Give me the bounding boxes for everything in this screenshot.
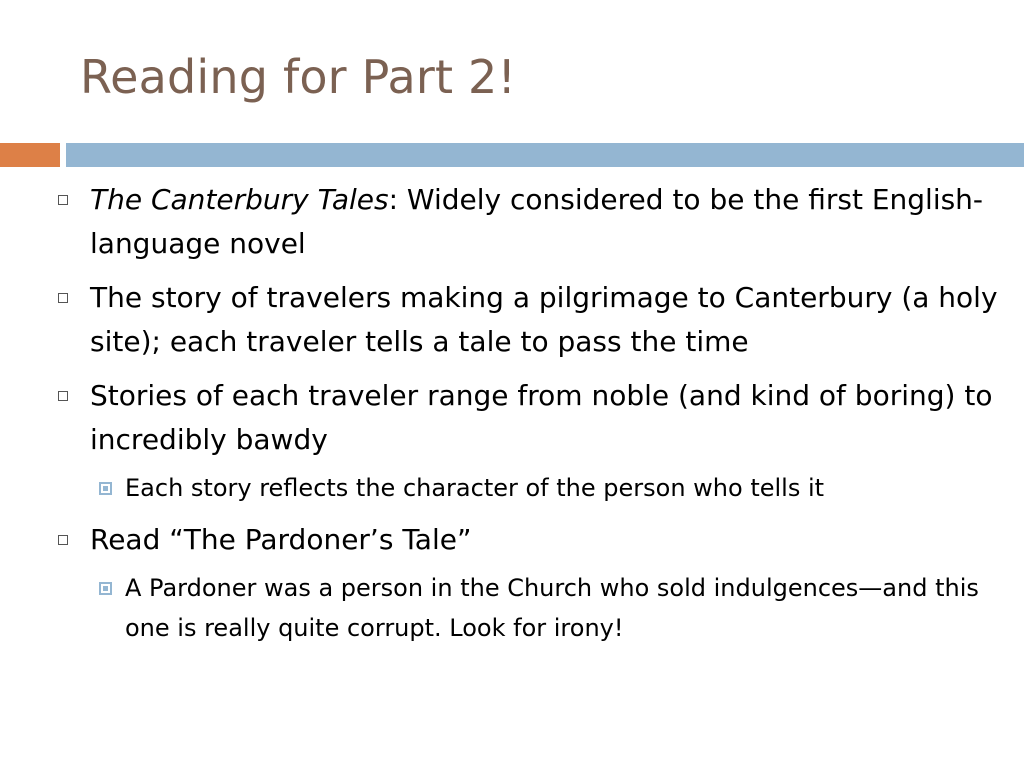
book-title: The Canterbury Tales [90, 183, 389, 216]
square-bullet-icon [58, 535, 68, 545]
bullet-text: Stories of each traveler range from noble (and kind of boring) to incredibly bawdy [90, 379, 993, 456]
sub-bullet-text: Each story reflects the character of the person who tells it [125, 474, 825, 502]
filled-square-bullet-icon [99, 582, 112, 595]
accent-bar-orange [0, 143, 60, 167]
slide-title: Reading for Part 2! [80, 50, 517, 104]
filled-square-bullet-icon [99, 482, 112, 495]
square-bullet-icon [58, 293, 68, 303]
sub-bullet-text: A Pardoner was a person in the Church who sold indulgences—and this one is really quite corrupt. Look for irony! [125, 574, 979, 642]
bullet-text: The story of travelers making a pilgrimage to Canterbury (a holy site); each traveler tells a tale to pass the time [90, 281, 998, 358]
accent-bar-blue [66, 143, 1024, 167]
bullet-item [52, 276, 1002, 364]
bullet-text: Read “The Pardoner’s Tale” [90, 523, 472, 556]
square-bullet-icon [58, 195, 68, 205]
bullet-item [52, 178, 1002, 266]
bullet-item [52, 374, 1002, 462]
slide-content [52, 178, 1002, 658]
sub-bullet-item [52, 568, 1002, 648]
bullet-text: : Widely considered to be the first English-language novel [90, 183, 984, 260]
bullet-item [52, 518, 1002, 562]
square-bullet-icon [58, 391, 68, 401]
sub-bullet-item [52, 468, 1002, 508]
